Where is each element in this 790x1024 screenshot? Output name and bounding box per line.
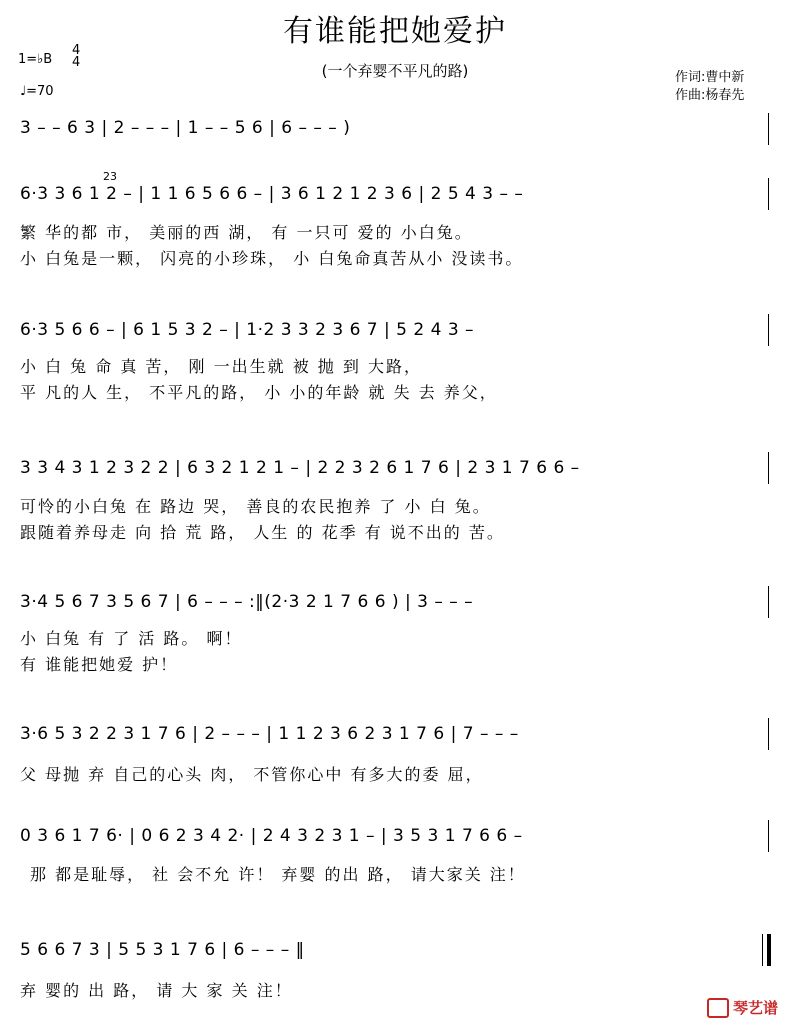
row-2-lyric-verse-1: 繁 华的都 市， 美丽的西 湖， 有 一只可 爱的 小白兔。 bbox=[20, 223, 473, 242]
row-7-lyric: 那 都是耻辱， 社 会不允 许！ 弃婴 的出 路， 请大家关 注！ bbox=[30, 865, 526, 884]
score-row-6-notes: 3·6 5 3 2 2 3 1 7 6 | 2 – – – | 1 1 2 3 6 2 3 1 7 6 | 7 – – – bbox=[20, 724, 519, 744]
row-6-lyric: 父 母抛 弃 自己的心头 肉， 不管你心中 有多大的委 屈， bbox=[20, 765, 484, 784]
row-5-end-barline bbox=[768, 586, 769, 618]
row-4-lyric-verse-2: 跟随着养母走 向 拾 荒 路， 人生 的 花季 有 说不出的 苦。 bbox=[20, 523, 505, 542]
row-2-end-barline bbox=[768, 178, 769, 210]
row-4-end-barline bbox=[768, 452, 769, 484]
watermark-text: 琴艺谱 bbox=[732, 998, 778, 1017]
time-signature-top: 4 bbox=[72, 43, 81, 58]
final-barline-thick bbox=[767, 934, 771, 966]
row-6-end-barline bbox=[768, 718, 769, 750]
row-5-lyric-verse-1: 小 白兔 有 了 活 路。 啊！ bbox=[20, 629, 243, 648]
key-signature: 1=♭B bbox=[18, 52, 53, 67]
score-row-7-notes: 0 3 6 1 7 6· | 0 6 2 3 4 2· | 2 4 3 2 3 1 – | 3 5 3 1 7 6 6 – bbox=[20, 826, 523, 846]
tempo-marking: ♩=70 bbox=[20, 84, 54, 99]
score-row-8-notes: 5 6 6 7 3 | 5 5 3 1 7 6 | 6 – – – ‖ bbox=[20, 940, 305, 960]
composer-credit: 作曲:杨春先 bbox=[675, 88, 745, 103]
song-title: 有谁能把她爱护 bbox=[283, 14, 507, 49]
score-row-1-notes: 3 – – 6 3 | 2 – – – | 1 – – 5 6 | 6 – – – ) bbox=[20, 118, 351, 138]
row-1-end-barline bbox=[768, 113, 769, 145]
time-signature-bottom: 4 bbox=[72, 55, 81, 70]
score-row-4-notes: 3 3 4 3 1 2 3 2 2 | 6 3 2 1 2 1 – | 2 2 3 2 6 1 7 6 | 2 3 1 7 6 6 – bbox=[20, 458, 580, 478]
watermark-logo bbox=[707, 997, 778, 1019]
time-signature bbox=[72, 45, 80, 69]
score-row-3-notes: 6·3 5 6 6 – | 6 1 5 3 2 – | 1·2 3 3 2 3 6 7 | 5 2 4 3 – bbox=[20, 320, 475, 340]
row-3-end-barline bbox=[768, 314, 769, 346]
song-subtitle: (一个弃婴不平凡的路) bbox=[321, 62, 469, 80]
row-2-lyric-verse-2: 小 白兔是一颗， 闪亮的小珍珠， 小 白兔命真苦从小 没读书。 bbox=[20, 249, 524, 268]
score-row-5-notes: 3·4 5 6 7 3 5 6 7 | 6 – – – :‖(2·3 2 1 7 6 6 ) | 3 – – – bbox=[20, 592, 474, 612]
final-barline-thin bbox=[762, 934, 763, 966]
row-4-lyric-verse-1: 可怜的小白兔 在 路边 哭， 善良的农民抱养 了 小 白 兔。 bbox=[20, 497, 491, 516]
grace-note: 23 bbox=[103, 170, 117, 183]
row-7-end-barline bbox=[768, 820, 769, 852]
row-3-lyric-verse-1: 小 白 兔 命 真 苦， 刚 一出生就 被 抛 到 大路， bbox=[20, 357, 422, 376]
row-5-lyric-verse-2: 有 谁能把她爱 护！ bbox=[20, 655, 179, 674]
row-3-lyric-verse-2: 平 凡的人 生， 不平凡的路， 小 小的年龄 就 失 去 养父， bbox=[20, 383, 498, 402]
row-8-lyric: 弃 婴的 出 路， 请 大 家 关 注！ bbox=[20, 981, 293, 1000]
watermark-icon bbox=[707, 998, 729, 1018]
lyricist-credit: 作词:曹中新 bbox=[675, 70, 745, 85]
score-row-2-notes: 6·3 3 6 1 2 – | 1 1 6 5 6 6 – | 3 6 1 2 1 2 3 6 | 2 5 4 3 – – bbox=[20, 184, 524, 204]
